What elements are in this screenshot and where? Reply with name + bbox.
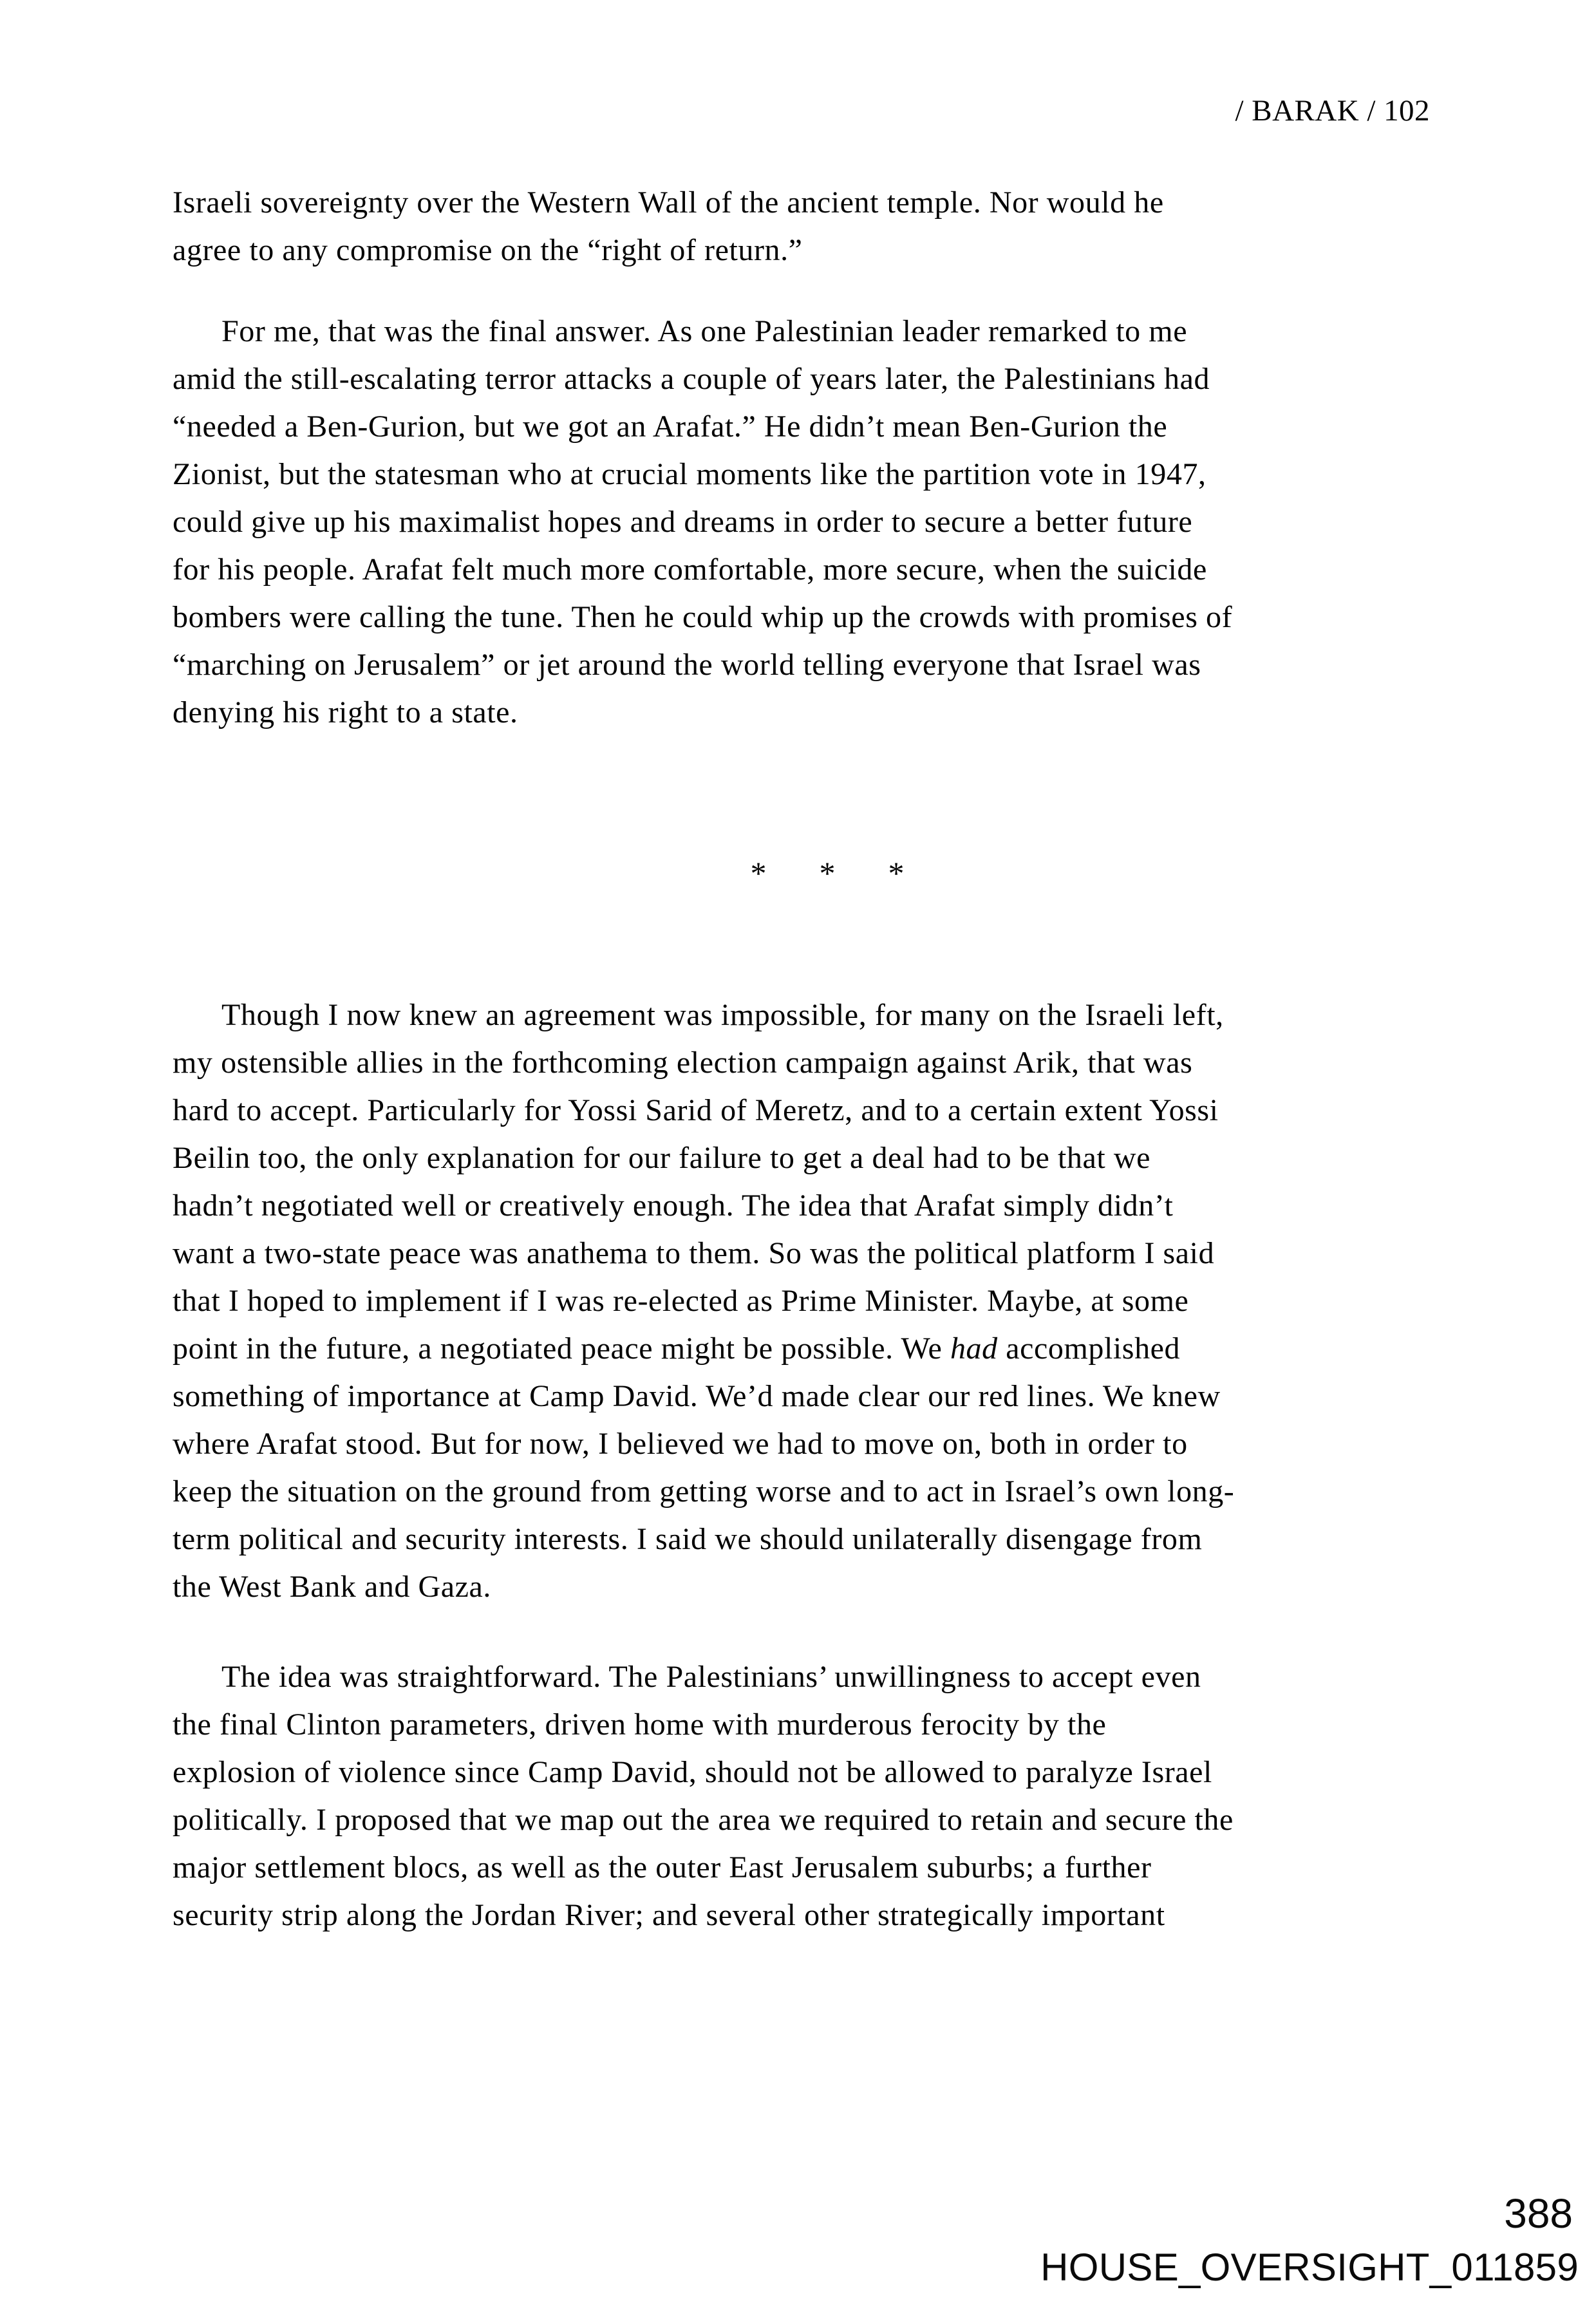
text-line: something of importance at Camp David. We’d made clear our red lines. We knew (173, 1379, 1221, 1413)
paragraph (173, 179, 1428, 274)
text-line: hadn’t negotiated well or creatively enough. The idea that Arafat simply didn’t (173, 1189, 1174, 1223)
text-line: my ostensible allies in the forthcoming election campaign against Arik, that was (173, 1046, 1193, 1080)
paragraph (173, 308, 1428, 737)
text-line: bombers were calling the tune. Then he could whip up the crowds with promises of (173, 600, 1233, 634)
text-line: For me, that was the final answer. As one Palestinian leader remarked to me (221, 314, 1188, 348)
text-line: keep the situation on the ground from getting worse and to act in Israel’s own long- (173, 1474, 1235, 1509)
text-line: the final Clinton parameters, driven home with murderous ferocity by the (173, 1707, 1107, 1742)
text-line: where Arafat stood. But for now, I believed we had to move on, both in order to (173, 1427, 1188, 1461)
text-line: term political and security interests. I said we should unilaterally disengage from (173, 1522, 1203, 1556)
bates-stamp: HOUSE_OVERSIGHT_011859 (1040, 2246, 1579, 2289)
text-line: Israeli sovereignty over the Western Wall of the ancient temple. Nor would he (173, 185, 1164, 220)
text-line: denying his right to a state. (173, 695, 518, 729)
paragraph (173, 992, 1428, 1611)
text-line: could give up his maximalist hopes and dreams in order to secure a better future (173, 505, 1193, 539)
text-line: security strip along the Jordan River; and several other strategically important (173, 1898, 1165, 1932)
asterisk-glyph: * (888, 855, 905, 891)
text-line: “marching on Jerusalem” or jet around the world telling everyone that Israel was (173, 648, 1201, 682)
page-body (173, 179, 1428, 1939)
page-number: 388 (1504, 2190, 1573, 2237)
asterisk-glyph: * (750, 855, 767, 891)
running-header: / BARAK / 102 (1235, 94, 1430, 127)
text-line: explosion of violence since Camp David, should not be allowed to paralyze Israel (173, 1755, 1212, 1789)
text-line: Zionist, but the statesman who at crucial moments like the partition vote in 1947, (173, 457, 1206, 491)
text-line: Though I now knew an agreement was impossible, for many on the Israeli left, (221, 998, 1224, 1032)
section-separator (200, 849, 1455, 897)
text-line: agree to any compromise on the “right of return.” (173, 233, 803, 267)
text-line: that I hoped to implement if I was re-elected as Prime Minister. Maybe, at some (173, 1284, 1189, 1318)
text-line: major settlement blocs, as well as the outer East Jerusalem suburbs; a further (173, 1850, 1152, 1885)
text-line: want a two-state peace was anathema to them. So was the political platform I said (173, 1236, 1215, 1270)
paragraph (173, 1653, 1428, 1939)
text-line: the West Bank and Gaza. (173, 1570, 492, 1604)
text-line: point in the future, a negotiated peace might be possible. We had accomplished (173, 1331, 1181, 1366)
text-line: for his people. Arafat felt much more comfortable, more secure, when the suicide (173, 552, 1207, 587)
text-line: “needed a Ben-Gurion, but we got an Arafat.” He didn’t mean Ben-Gurion the (173, 409, 1168, 444)
text-line: The idea was straightforward. The Palestinians’ unwillingness to accept even (221, 1660, 1201, 1694)
text-line: amid the still-escalating terror attacks a couple of years later, the Palestinians had (173, 362, 1210, 396)
asterisk-glyph: * (819, 855, 836, 891)
text-line: politically. I proposed that we map out the area we required to retain and secure the (173, 1803, 1234, 1837)
text-line: Beilin too, the only explanation for our failure to get a deal had to be that we (173, 1141, 1150, 1175)
text-line: hard to accept. Particularly for Yossi Sarid of Meretz, and to a certain extent Yossi (173, 1093, 1219, 1127)
